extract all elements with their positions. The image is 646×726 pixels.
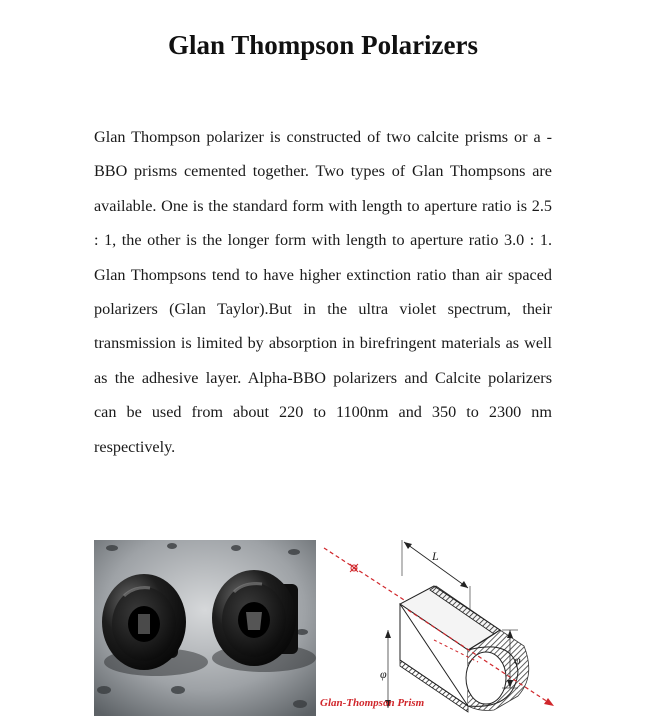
figure-caption: Glan-Thompson Prism	[320, 697, 425, 709]
polarizer-photo	[94, 540, 316, 716]
page-title: Glan Thompson Polarizers	[167, 30, 479, 60]
phi-right-label: φ	[514, 653, 521, 667]
phi-left-label: φ	[380, 667, 387, 681]
glan-thompson-diagram	[318, 530, 554, 720]
body-paragraph: Glan Thompson polarizer is constructed of two calcite prisms or a -BBO prisms cemented together. Two types of Glan Thompsons are available. One is the standard form with length to aperture ratio is 2.5 : 1, the other is the longer form with length to aperture ratio 3.0 : 1. Glan Thompsons tend to have higher extinction ratio than air spaced polarizers (Glan Taylor).But in the ultra violet spectrum, their transmission is limited by absorption in birefringent materials as well as the adhesive layer. Alpha-BBO polarizers and Calcite polarizers can be used from about 220 to 1100nm and 350 to 2300 nm respectively.	[94, 128, 552, 456]
length-label: L	[432, 549, 439, 563]
